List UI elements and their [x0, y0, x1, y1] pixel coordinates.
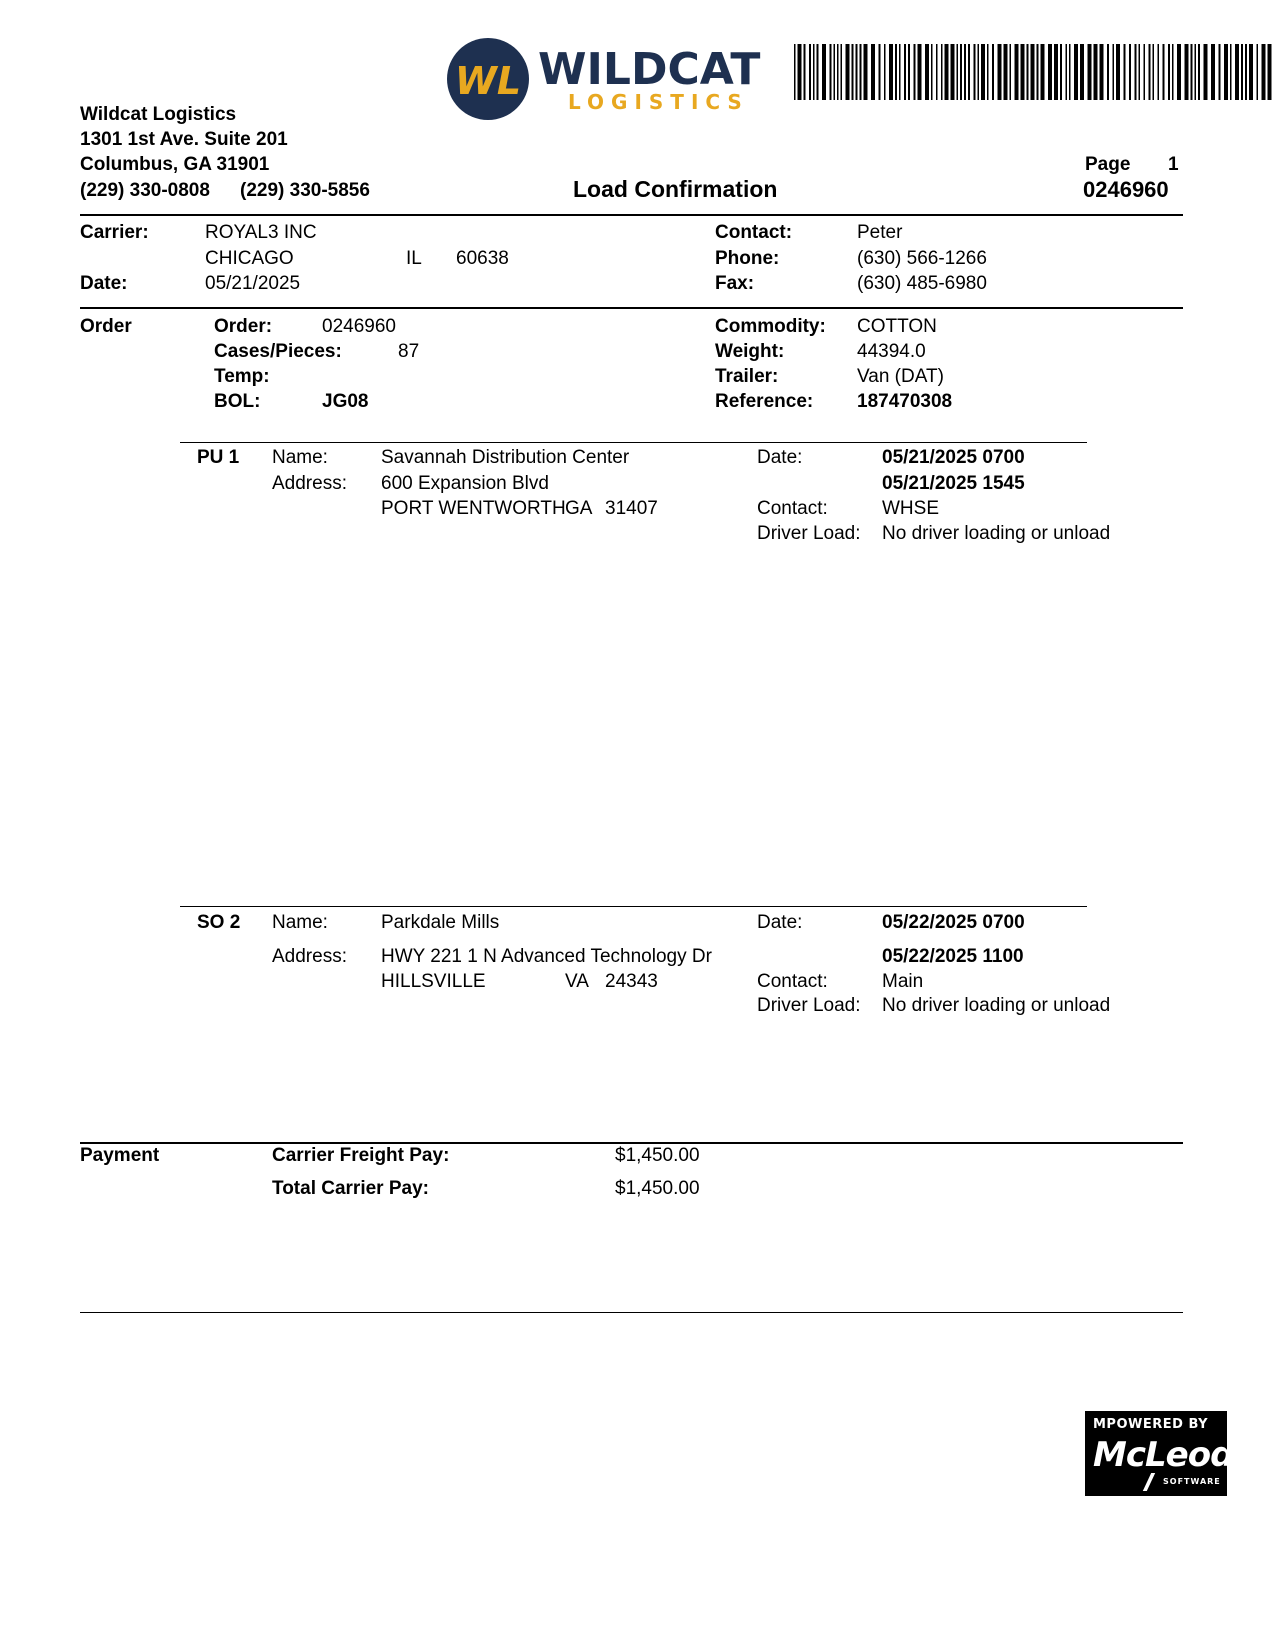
barcode-bar: [856, 44, 858, 100]
barcode-bar: [1124, 44, 1126, 100]
barcode-bar: [899, 44, 901, 100]
cases-value: 87: [398, 341, 420, 362]
page-number: 1: [1168, 154, 1179, 175]
barcode-bar: [908, 44, 910, 100]
barcode-bar: [1004, 44, 1008, 100]
barcode-bar: [1268, 44, 1272, 100]
stop-driver-load: No driver loading or unload: [882, 523, 1111, 544]
barcode-bar: [846, 44, 850, 100]
stop-code: PU 1: [197, 447, 240, 468]
barcode-bar: [1027, 44, 1029, 100]
barcode-bar: [951, 44, 955, 100]
stop-state: VA: [565, 971, 589, 992]
barcode-bar: [918, 44, 922, 100]
stop-driver-load-label: Driver Load:: [757, 523, 861, 544]
cases-label: Cases/Pieces:: [214, 341, 342, 362]
stop-name: Parkdale Mills: [381, 912, 500, 933]
barcode-bar: [1230, 44, 1232, 100]
carrier-date-label: Date:: [80, 273, 128, 294]
barcode-bar: [1144, 44, 1146, 100]
barcode-bar: [1037, 44, 1039, 100]
barcode-bar: [1015, 44, 1019, 100]
barcode-bar: [925, 44, 929, 100]
barcode-bar: [1185, 44, 1189, 100]
stop-name-label: Name:: [272, 912, 328, 933]
barcode-bar: [1245, 44, 1247, 100]
barcode-bar: [964, 44, 966, 100]
document-title: Load Confirmation: [573, 176, 778, 202]
barcode-bar: [936, 44, 938, 100]
barcode-bar: [809, 44, 811, 100]
wildcat-logo: [445, 34, 785, 124]
barcode-bar: [1195, 44, 1197, 100]
barcode-bar: [1153, 44, 1155, 100]
barcode-bar: [1235, 44, 1239, 100]
stop-date-label: Date:: [757, 912, 803, 933]
stop-contact: Main: [882, 971, 924, 992]
barcode-bar: [1262, 44, 1266, 100]
stop-zip: 31407: [605, 498, 658, 519]
barcode-bar: [813, 44, 815, 100]
barcode-bar: [895, 44, 897, 100]
barcode-bar: [864, 44, 868, 100]
mcleod-badge: [1085, 1411, 1234, 1496]
reference-label: Reference:: [715, 391, 814, 412]
order-section-label: Order: [80, 316, 132, 337]
barcode-bar: [1060, 44, 1062, 100]
stop-contact: WHSE: [882, 498, 939, 519]
carrier-label: Carrier:: [80, 222, 149, 243]
barcode-bar: [834, 44, 836, 100]
stop-date-end: 05/21/2025 1545: [882, 473, 1025, 494]
carrier-date: 05/21/2025: [205, 273, 301, 294]
barcode-bar: [1172, 44, 1174, 100]
total-pay-value: $1,450.00: [615, 1178, 700, 1199]
barcode-bar: [1010, 44, 1012, 100]
barcode-bar: [914, 44, 916, 100]
logo-sub: LOGISTICS: [568, 90, 749, 114]
barcode-bar: [1149, 44, 1151, 100]
barcode-bar: [987, 44, 989, 100]
stop-date-start: 05/22/2025 0700: [882, 912, 1025, 933]
stop-address1: 600 Expansion Blvd: [381, 473, 549, 494]
barcode-bar: [931, 44, 933, 100]
page-label: Page: [1085, 154, 1131, 175]
barcode-bar: [1135, 44, 1137, 100]
carrier-state: IL: [406, 248, 422, 269]
stop-address-label: Address:: [272, 473, 347, 494]
order-value: 0246960: [322, 316, 396, 337]
barcode-bar: [871, 44, 875, 100]
barcode-bar: [1094, 44, 1098, 100]
barcode-bar: [1088, 44, 1092, 100]
barcode-bar: [945, 44, 949, 100]
phone-value: (630) 566-1266: [857, 248, 987, 269]
barcode-bar: [1113, 44, 1115, 100]
carrier-zip: 60638: [456, 248, 509, 269]
barcode-bar: [1204, 44, 1208, 100]
powered-by-text: MPOWERED BY: [1093, 1417, 1209, 1432]
stop-driver-load-label: Driver Load:: [757, 995, 861, 1016]
order-label: Order:: [214, 316, 273, 337]
freight-pay-value: $1,450.00: [615, 1145, 700, 1166]
mcleod-slash-icon: [1143, 1473, 1155, 1491]
temp-label: Temp:: [214, 366, 270, 387]
barcode-bar: [884, 44, 886, 100]
weight-value: 44394.0: [857, 341, 926, 362]
trailer-value: Van (DAT): [857, 366, 944, 387]
divider: [80, 307, 1183, 309]
commodity-label: Commodity:: [715, 316, 826, 337]
fax-value: (630) 485-6980: [857, 273, 987, 294]
stop-contact-label: Contact:: [757, 498, 828, 519]
barcode-bar: [904, 44, 906, 100]
stop-date-label: Date:: [757, 447, 803, 468]
barcode-bar: [1100, 44, 1104, 100]
barcode-bar: [1198, 44, 1200, 100]
reference-value: 187470308: [857, 391, 953, 412]
barcode-bar: [830, 44, 832, 100]
barcode-bar: [941, 44, 943, 100]
barcode-bar: [1177, 44, 1181, 100]
barcode-bar: [957, 44, 959, 100]
stop-address-label: Address:: [272, 946, 347, 967]
stop-date-end: 05/22/2025 1100: [882, 946, 1024, 967]
divider: [180, 442, 1087, 443]
barcode-bar: [852, 44, 854, 100]
barcode-bar: [1107, 44, 1109, 100]
total-pay-label: Total Carrier Pay:: [272, 1178, 429, 1199]
stop-date-start: 05/21/2025 0700: [882, 447, 1025, 468]
company-name: Wildcat Logistics: [80, 104, 237, 125]
trailer-label: Trailer:: [715, 366, 779, 387]
phone-label: Phone:: [715, 248, 780, 269]
company-phone2: (229) 330-5856: [240, 180, 370, 201]
barcode-bar: [798, 44, 802, 100]
stop-address1: HWY 221 1 N Advanced Technology Dr: [381, 946, 712, 967]
stop-driver-load: No driver loading or unload: [882, 995, 1111, 1016]
stop-city: HILLSVILLE: [381, 971, 486, 992]
barcode-bar: [960, 44, 962, 100]
stop-state: GA: [565, 498, 593, 519]
barcode-bar: [889, 44, 893, 100]
contact-value: Peter: [857, 222, 903, 243]
barcode-bar: [1139, 44, 1141, 100]
bol-value: JG08: [322, 391, 369, 412]
barcode-bar: [1168, 44, 1170, 100]
stop-city: PORT WENTWORTH: [381, 498, 566, 519]
stop-zip: 24343: [605, 971, 658, 992]
stop-name: Savannah Distribution Center: [381, 447, 630, 468]
carrier-city: CHICAGO: [205, 248, 294, 269]
barcode-bar: [1224, 44, 1228, 100]
barcode-bar: [998, 44, 1002, 100]
mcleod-logo-text: McLeod: [1093, 1435, 1234, 1475]
barcode-bar: [804, 44, 806, 100]
barcode-bar: [860, 44, 862, 100]
barcode-bar: [1219, 44, 1221, 100]
barcode-bar: [837, 44, 839, 100]
stop-code: SO 2: [197, 912, 241, 933]
barcode-bar: [822, 44, 826, 100]
divider: [80, 214, 1183, 216]
barcode-bar: [817, 44, 819, 100]
barcode: [792, 44, 1275, 100]
barcode-bar: [1041, 44, 1045, 100]
barcode-bar: [1048, 44, 1052, 100]
divider: [180, 906, 1087, 907]
divider: [80, 1312, 1183, 1313]
stop-name-label: Name:: [272, 447, 328, 468]
freight-pay-label: Carrier Freight Pay:: [272, 1145, 450, 1166]
barcode-bar: [1129, 44, 1131, 100]
barcode-bar: [968, 44, 970, 100]
barcode-bar: [1054, 44, 1058, 100]
barcode-bar: [974, 44, 976, 100]
company-address2: Columbus, GA 31901: [80, 154, 270, 175]
company-phone1: (229) 330-0808: [80, 180, 210, 201]
barcode-bar: [1211, 44, 1215, 100]
barcode-bar: [1031, 44, 1035, 100]
barcode-bar: [1080, 44, 1084, 100]
barcode-bar: [981, 44, 985, 100]
fax-label: Fax:: [715, 273, 755, 294]
barcode-bar: [1241, 44, 1243, 100]
barcode-bar: [992, 44, 994, 100]
barcode-bar: [1163, 44, 1165, 100]
barcode-bar: [1069, 44, 1071, 100]
payment-section-label: Payment: [80, 1145, 160, 1166]
divider: [80, 1142, 1183, 1144]
stop-contact-label: Contact:: [757, 971, 828, 992]
barcode-bar: [1191, 44, 1193, 100]
contact-label: Contact:: [715, 222, 793, 243]
company-address1: 1301 1st Ave. Suite 201: [80, 129, 288, 150]
barcode-bar: [841, 44, 843, 100]
weight-label: Weight:: [715, 341, 785, 362]
barcode-bar: [794, 44, 796, 100]
barcode-bar: [1158, 44, 1160, 100]
header-order-number: 0246960: [1083, 177, 1169, 202]
barcode-bar: [1257, 44, 1259, 100]
logo-mark: WL: [454, 59, 522, 103]
barcode-bar: [1116, 44, 1120, 100]
barcode-bar: [1074, 44, 1078, 100]
bol-label: BOL:: [214, 391, 261, 412]
carrier-name: ROYAL3 INC: [205, 222, 317, 243]
barcode-bar: [1249, 44, 1253, 100]
mcleod-software-text: SOFTWARE: [1163, 1477, 1221, 1486]
barcode-bar: [978, 44, 980, 100]
barcode-bar: [879, 44, 881, 100]
barcode-bar: [1066, 44, 1068, 100]
commodity-value: COTTON: [857, 316, 937, 337]
barcode-bar: [1021, 44, 1025, 100]
logo-word: WILDCAT: [538, 44, 761, 95]
